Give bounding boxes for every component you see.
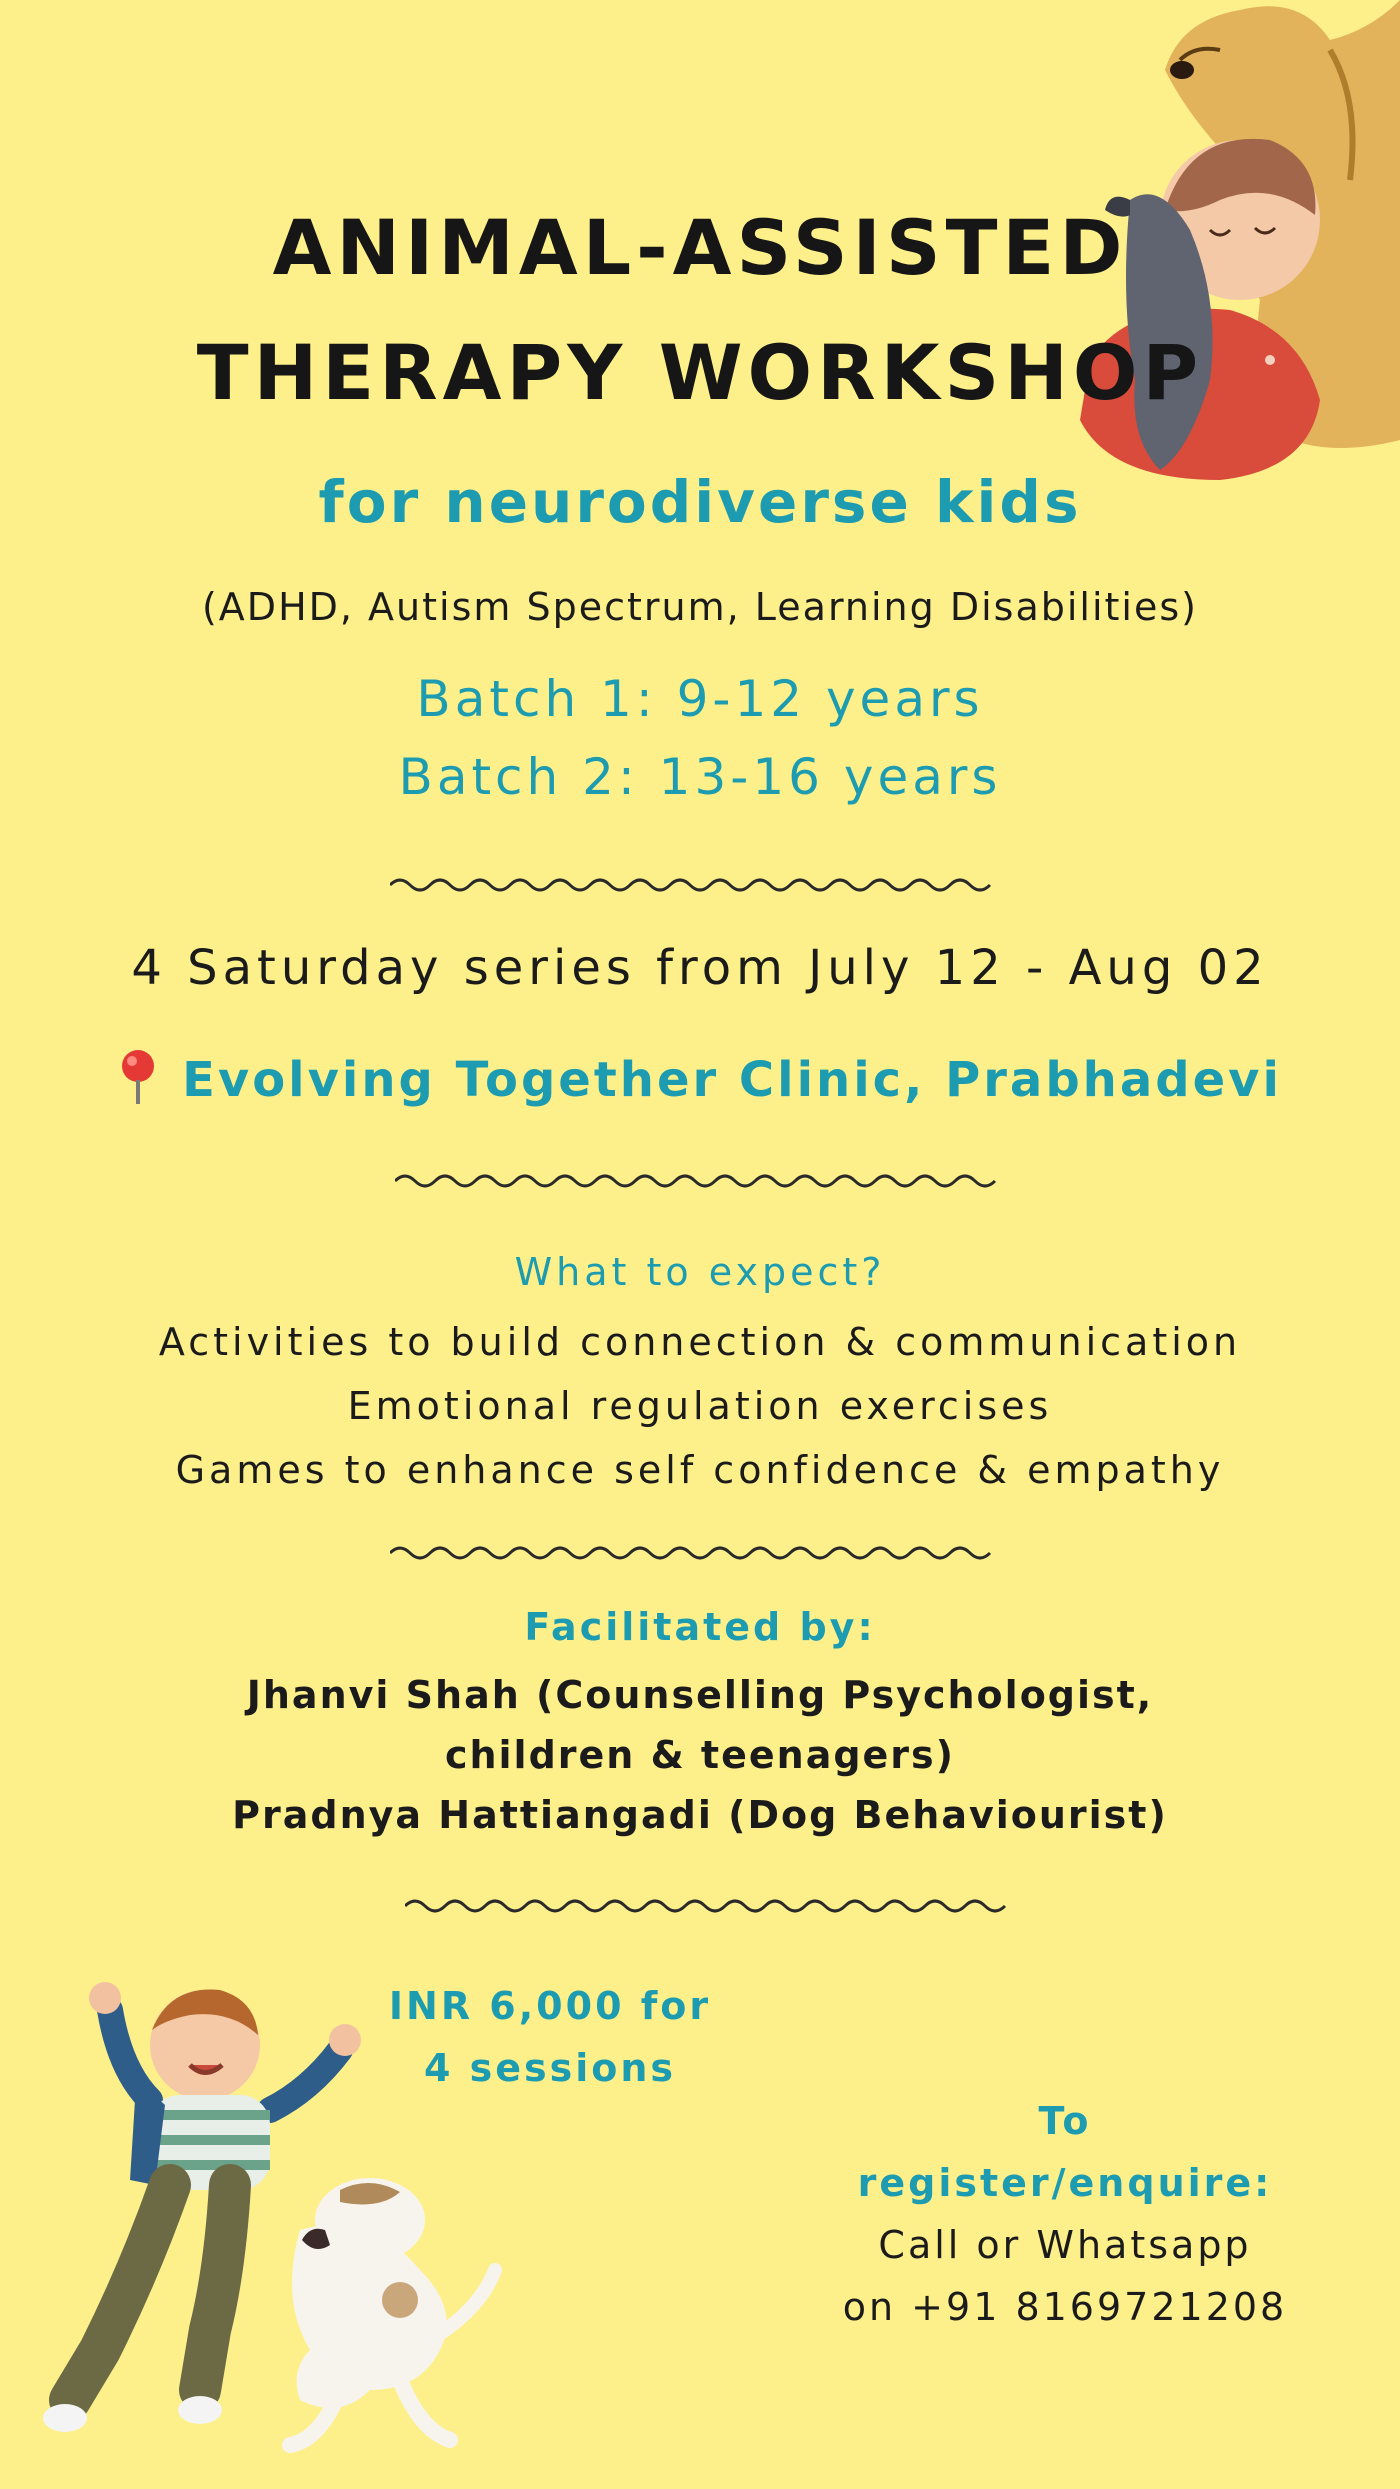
batch-1: Batch 1: 9-12 years [416, 670, 984, 728]
expect-item: Emotional regulation exercises [347, 1384, 1053, 1428]
wavy-divider [390, 1540, 1000, 1566]
expect-item: Games to enhance self confidence & empathy [175, 1448, 1225, 1492]
boy-and-dog-illustration [40, 1970, 540, 2470]
facilitator-line: Jhanvi Shah (Counselling Psychologist, [246, 1673, 1154, 1717]
expect-list [0, 1310, 1400, 1502]
registration-info [800, 2090, 1330, 2338]
register-heading: register/enquire: [857, 2161, 1273, 2205]
expect-item: Activities to build connection & communication [158, 1320, 1242, 1364]
workshop-title-line1: ANIMAL-ASSISTED [272, 203, 1128, 292]
facilitators-heading: Facilitated by: [524, 1605, 876, 1649]
map-pin-icon [118, 1048, 158, 1106]
subtitle: for neurodiverse kids [318, 468, 1082, 536]
location-text: Evolving Together Clinic, Prabhadevi [182, 1052, 1282, 1108]
register-contact-method: Call or Whatsapp [878, 2223, 1252, 2267]
wavy-divider [395, 1168, 1005, 1194]
price-line: INR 6,000 for [388, 1984, 712, 2028]
wavy-divider [390, 872, 1000, 898]
facilitators-list [0, 1665, 1400, 1845]
facilitator-line: children & teenagers) [444, 1733, 956, 1777]
facilitator-line: Pradnya Hattiangadi (Dog Behaviourist) [232, 1793, 1168, 1837]
register-heading-to: To [1038, 2099, 1092, 2143]
workshop-title-line2: THERAPY WORKSHOP [196, 328, 1204, 417]
schedule: 4 Saturday series from July 12 - Aug 02 [131, 940, 1269, 996]
location [0, 1048, 1400, 1108]
register-phone: on +91 8169721208 [842, 2285, 1288, 2329]
expect-heading: What to expect? [514, 1250, 886, 1294]
conditions: (ADHD, Autism Spectrum, Learning Disabilities) [201, 585, 1198, 629]
price-line: 4 sessions [423, 2046, 677, 2090]
wavy-divider [405, 1893, 1015, 1919]
batch-2: Batch 2: 13-16 years [398, 748, 1002, 806]
